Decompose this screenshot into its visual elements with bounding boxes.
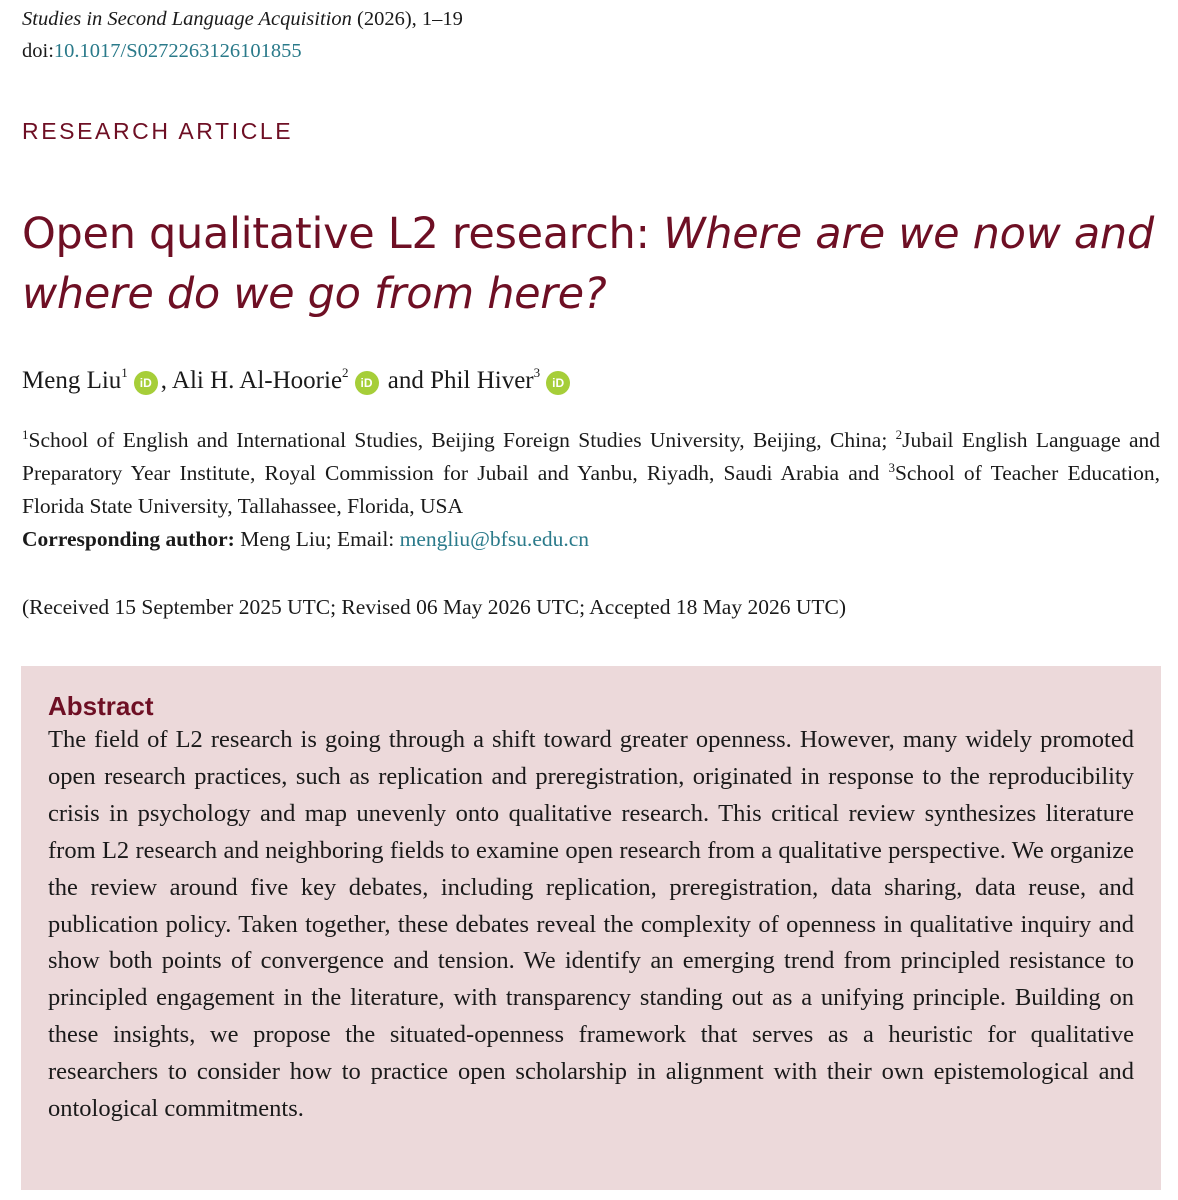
affiliation-number: 1 xyxy=(22,427,29,442)
affiliation-number: 3 xyxy=(888,460,895,475)
orcid-icon[interactable]: iD xyxy=(134,371,158,395)
author-list xyxy=(22,362,573,400)
author-name: Meng Liu xyxy=(22,367,122,394)
affiliation-text: Jubail English Language and Preparatory Year Institute, Royal Commission for Jubail and Yanbu, Riyadh, Saudi Arabia and xyxy=(22,428,1161,485)
author-separator: , xyxy=(160,367,172,394)
abstract-heading: Abstract xyxy=(48,691,154,721)
affiliation-text: School of Teacher Education, Florida State University, Tallahassee, Florida, USA xyxy=(22,461,1161,518)
doi-line xyxy=(22,36,302,66)
orcid-icon[interactable]: iD xyxy=(355,371,379,395)
author-separator: and xyxy=(381,367,431,394)
author-name: Ali H. Al-Hoorie xyxy=(171,367,343,394)
corresponding-text: Meng Liu; Email: xyxy=(234,527,400,551)
submission-dates: (Received 15 September 2025 UTC; Revised 06 May 2026 UTC; Accepted 18 May 2026 UTC) xyxy=(22,595,847,619)
doi-label: doi: xyxy=(22,40,54,62)
corresponding-label: Corresponding author: xyxy=(22,527,235,551)
email-link[interactable]: mengliu@bfsu.edu.cn xyxy=(399,527,590,551)
journal-year-pages: (2026), 1–19 xyxy=(351,8,463,30)
orcid-icon[interactable]: iD xyxy=(546,371,570,395)
title-italic: Where are we now and where do we go from here? xyxy=(22,209,1154,319)
author-affiliation-number: 1 xyxy=(121,365,128,380)
author-affiliation-number: 3 xyxy=(533,365,541,380)
article-title xyxy=(22,204,1162,324)
abstract-text: The field of L2 research is going through a shift toward greater openness. However, many widely promoted open research practices, such as replication and preregistration, originated in response to the reproducibility crisis in psychology and map unevenly onto qualitative research. This critical review synthesizes literature from L2 research and neighboring fields to examine open research from a qualitative perspective. We organize the review around five key debates, including replication, preregistration, data sharing, data reuse, and publication policy. Taken together, these debates reveal the complexity of openness in qualitative inquiry and show both points of convergence and tension. We identify an emerging trend from principled resistance to principled engagement in the literature, with transparency standing out as a unifying principle. Building on these insights, we propose the situated-openness framework that serves as a heuristic for qualitative researchers to consider how to practice open scholarship in alignment with their own epistemological and ontological commitments. xyxy=(48,726,1134,1123)
affiliation-text: School of English and International Studies, Beijing Foreign Studies University, Beijing, China; xyxy=(28,428,896,452)
journal-name: Studies in Second Language Acquisition xyxy=(22,8,352,30)
journal-citation xyxy=(22,4,463,34)
affiliation-number: 2 xyxy=(895,427,903,442)
doi-link[interactable]: 10.1017/S0272263126101855 xyxy=(53,40,302,62)
author-name: Phil Hiver xyxy=(430,367,534,394)
abstract-box xyxy=(21,666,1161,1190)
author-affiliation-number: 2 xyxy=(342,365,349,380)
title-main: Open qualitative L2 research: xyxy=(22,209,664,259)
affiliations xyxy=(22,424,1160,556)
article-type: RESEARCH ARTICLE xyxy=(22,118,294,144)
